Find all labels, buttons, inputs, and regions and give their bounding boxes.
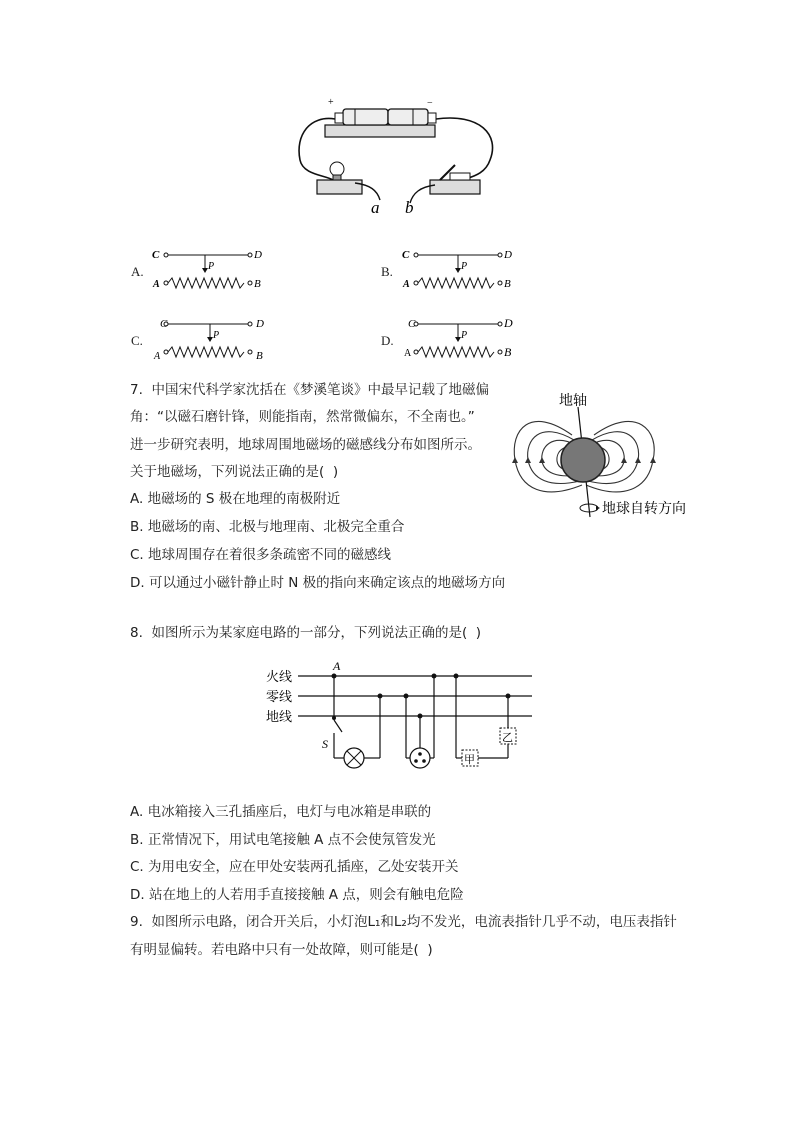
term-b: B [504,278,511,290]
term-d: D [504,249,512,261]
q8-option-b: B. 正常情况下，用试电笔接触 A 点不会使氖管发光 [130,832,436,848]
term-a: A [154,351,161,362]
rheostat-diagram-d [400,314,525,364]
term-a: A [403,279,410,290]
plus-sign: + [328,97,334,108]
q7-option-c: C. 地球周围存在着很多条疏密不同的磁感线 [130,547,392,563]
term-c: C [408,318,416,330]
box-jia-label: 甲 [464,753,475,766]
term-d: D [504,316,513,330]
option-label: B. [381,264,393,279]
term-p: P [208,261,215,272]
axis-label: 地轴 [559,393,587,409]
q8-option-d: D. 站在地上的人若用手直接接触 A 点，则会有触电危险 [130,887,464,903]
term-d: D [256,318,264,330]
term-b: B [256,350,263,362]
q8-stem: 8. 如图所示为某家庭电路的一部分，下列说法正确的是( ) [130,625,482,641]
term-b: B [504,345,512,359]
q7-option-a: A. 地磁场的 S 极在地理的南极附近 [130,491,341,507]
q7-stem-line: 进一步研究表明，地球周围地磁场的磁感线分布如图所示。 [130,437,481,453]
box-yi-label: 乙 [502,731,513,744]
q7-stem-line: 7. 中国宋代科学家沈括在《梦溪笔谈》中最早记载了地磁偏 [130,382,489,398]
earth-magnetic-field-figure [510,385,700,525]
circuit-figure [295,95,505,220]
live-wire-label: 火线 [266,670,293,685]
term-c: C [402,249,410,261]
q8-option-c: C. 为用电安全，应在甲处安装两孔插座，乙处安装开关 [130,859,459,875]
term-p: P [461,330,468,341]
q7-option-d: D. 可以通过小磁针静止时 N 极的指向来确定该点的地磁场方向 [130,575,506,591]
term-a: A [404,348,412,359]
q7-stem-line: 角：“以磁石磨针锋，则能指南，然常微偏东，不全南也。” [130,409,475,425]
minus-sign: − [427,98,433,109]
end-b-label: b [405,198,414,217]
term-c: C [152,249,160,261]
option-label: A. [131,264,144,279]
neutral-wire-label: 零线 [266,690,293,705]
q9-stem-line: 9. 如图所示电路，闭合开关后，小灯泡L₁和L₂均不发光，电流表指针几乎不动，电压表指针 [130,914,677,930]
term-p: P [461,261,468,272]
point-a-label: A [333,659,341,673]
rotation-label: 地球自转方向 [602,501,686,517]
q7-option-b: B. 地磁场的南、北极与地理南、北极完全重合 [130,519,405,535]
option-label: D. [381,333,394,348]
term-p: P [213,330,220,341]
term-a: A [153,279,160,290]
rheostat-diagram-c [150,314,275,364]
ground-wire-label: 地线 [266,710,293,725]
q7-stem-line: 关于地磁场，下列说法正确的是( ) [130,464,339,480]
option-label: C. [131,333,143,348]
q9-stem-line: 有明显偏转。若电路中只有一处故障，则可能是( ) [130,942,433,958]
term-b: B [254,278,261,290]
end-a-label: a [371,198,380,217]
rheostat-diagram-a [150,245,275,295]
household-circuit-figure [262,658,537,773]
term-c: C [160,318,168,330]
rheostat-diagram-b [400,245,525,295]
q8-option-a: A. 电冰箱接入三孔插座后，电灯与电冰箱是串联的 [130,804,432,820]
term-d: D [254,249,262,261]
switch-s-label: S [322,737,328,751]
